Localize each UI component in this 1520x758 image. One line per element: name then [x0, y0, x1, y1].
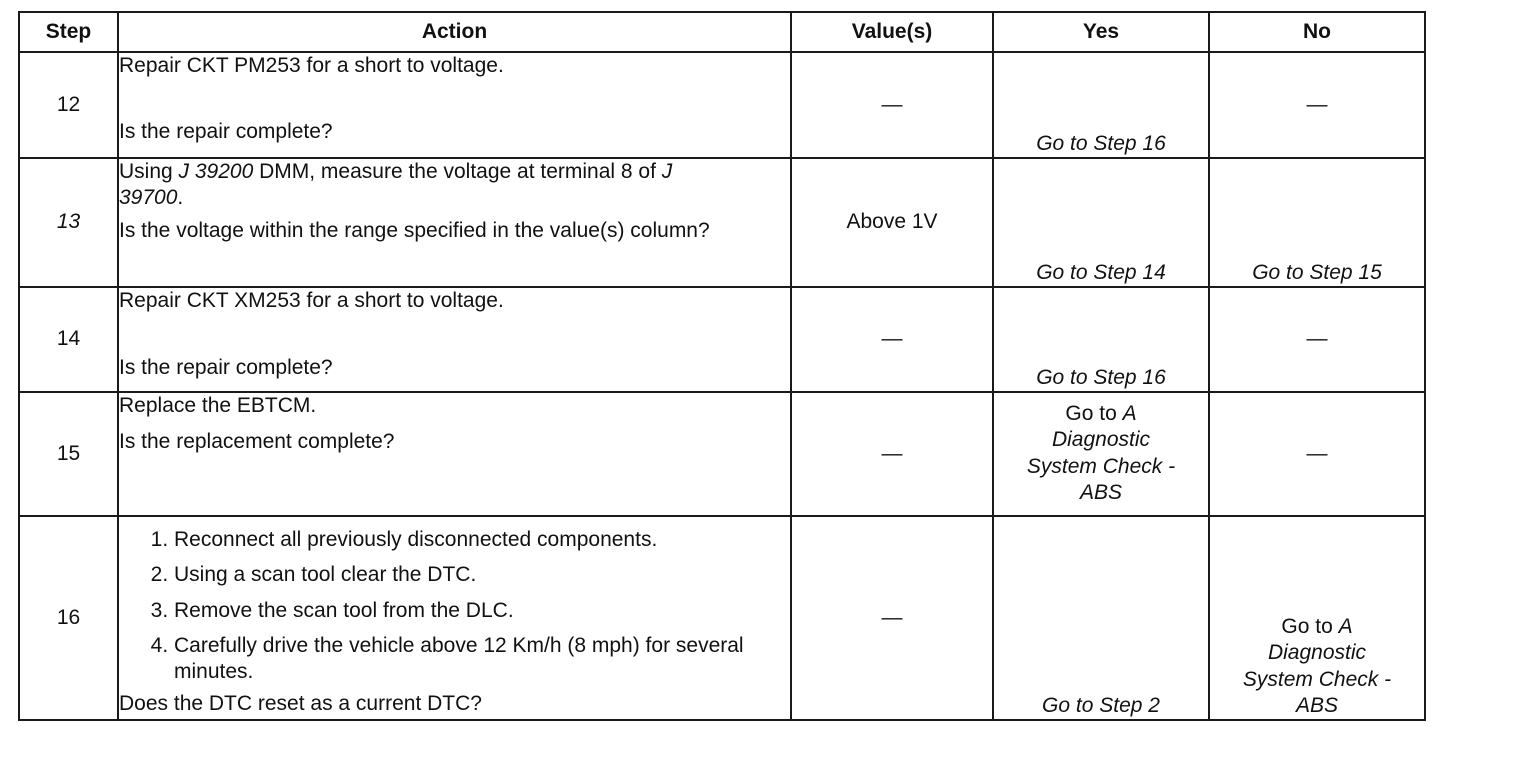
action-cell: [118, 52, 791, 158]
action-question: Does the DTC reset as a current DTC?: [119, 692, 482, 716]
no-cell: —: [1209, 392, 1425, 516]
header-values: Value(s): [791, 12, 993, 52]
no-link[interactable]: [1209, 516, 1425, 720]
step-number: 16: [19, 516, 118, 720]
step-number: 13: [19, 158, 118, 287]
yes-link[interactable]: Go to Step 16: [993, 287, 1209, 392]
value-cell: —: [791, 287, 993, 392]
yes-link[interactable]: Go to Step 2: [993, 516, 1209, 720]
table-row-step-12: [19, 52, 1425, 158]
action-cell: [118, 392, 791, 516]
action-question: Is the repair complete?: [119, 355, 333, 379]
tool-ref: J 39200: [178, 160, 254, 183]
yes-link[interactable]: Go to Step 16: [993, 52, 1209, 158]
action-list: [119, 527, 790, 685]
action-question: Is the replacement complete?: [119, 430, 395, 454]
action-text: Replace the EBTCM.: [119, 394, 317, 417]
step-number: 14: [19, 287, 118, 392]
action-cell: [118, 158, 791, 287]
table-row-step-13: [19, 158, 1425, 287]
diagnostic-check-link[interactable]: A Diagnostic System Check - ABS: [1242, 615, 1392, 717]
table-row-step-15: [19, 392, 1425, 516]
step-number: 15: [19, 392, 118, 516]
list-item: 2. Using a scan tool clear the DTC.: [174, 562, 790, 588]
no-prefix: Go to: [1281, 615, 1339, 638]
action-cell: [118, 287, 791, 392]
list-item: 3. Remove the scan tool from the DLC.: [174, 598, 790, 624]
yes-link[interactable]: Go to Step 14: [993, 158, 1209, 287]
value-cell: Above 1V: [791, 158, 993, 287]
no-cell: —: [1209, 287, 1425, 392]
table-row-step-14: [19, 287, 1425, 392]
action-question: Is the voltage within the range specified in the value(s) column?: [119, 218, 710, 242]
list-item: 4. Carefully drive the vehicle above 12 Km/h (8 mph) for several minutes.: [174, 633, 790, 686]
diagnostic-check-link[interactable]: A Diagnostic System Check - ABS: [1026, 402, 1176, 504]
no-cell: —: [1209, 52, 1425, 158]
action-question: Is the repair complete?: [119, 119, 333, 143]
tool-ref: J 39700: [119, 160, 673, 210]
yes-link[interactable]: [993, 392, 1209, 516]
diagnostic-table: [18, 11, 1426, 721]
header-step: Step: [19, 12, 118, 52]
header-action: Action: [118, 12, 791, 52]
action-cell: [118, 516, 791, 720]
header-no: No: [1209, 12, 1425, 52]
step-number: 12: [19, 52, 118, 158]
header-yes: Yes: [993, 12, 1209, 52]
value-cell: —: [791, 516, 993, 720]
list-item: 1. Reconnect all previously disconnected components.: [174, 527, 790, 553]
value-cell: —: [791, 52, 993, 158]
no-link[interactable]: Go to Step 15: [1209, 158, 1425, 287]
header-row: [19, 12, 1425, 52]
yes-prefix: Go to: [1065, 402, 1123, 425]
action-text-part: Using: [119, 160, 179, 183]
action-text-part: DMM, measure the voltage at terminal 8 of: [253, 160, 662, 183]
value-cell: —: [791, 392, 993, 516]
table-row-step-16: [19, 516, 1425, 720]
action-text-part: .: [177, 186, 184, 210]
action-text: Repair CKT XM253 for a short to voltage.: [119, 289, 504, 312]
action-text: Repair CKT PM253 for a short to voltage.: [119, 54, 504, 77]
action-text: [119, 159, 719, 212]
